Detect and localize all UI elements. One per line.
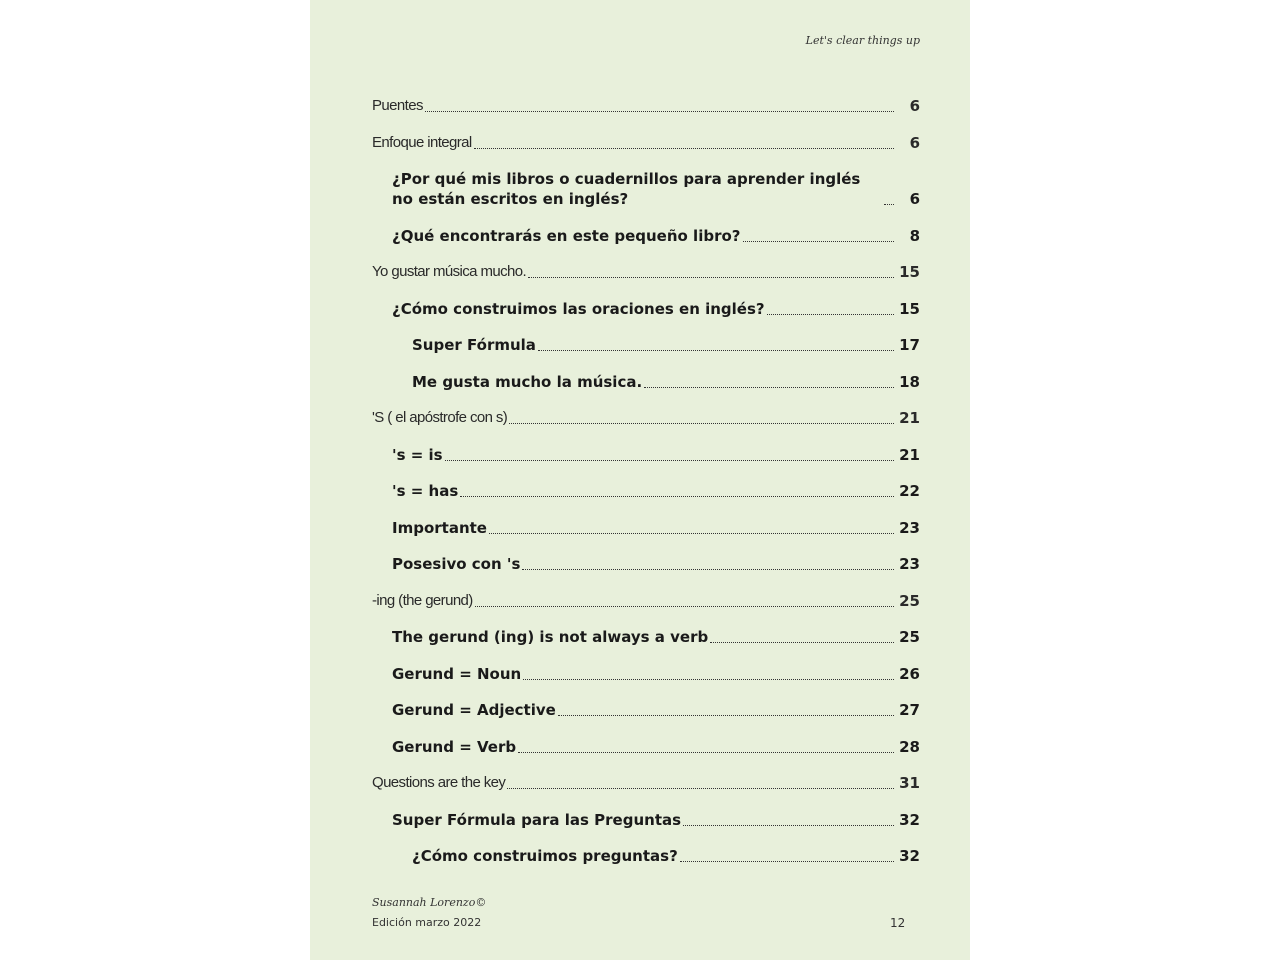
toc-entry[interactable] — [372, 408, 920, 428]
toc-entry-page: 31 — [899, 774, 920, 792]
toc-entry-page: 6 — [909, 97, 920, 115]
toc-entry-title: -ing (the gerund) — [372, 591, 473, 609]
toc-dot-leader — [518, 752, 894, 753]
document-page — [310, 0, 970, 960]
footer-author: Susannah Lorenzo© — [372, 896, 487, 909]
toc-entry[interactable] — [372, 664, 920, 684]
toc-entry-page: 25 — [899, 628, 920, 646]
toc-dot-leader — [683, 825, 894, 826]
toc-dot-leader — [767, 314, 894, 315]
toc-entry[interactable] — [372, 226, 920, 246]
toc-entry-page: 6 — [909, 133, 920, 152]
toc-dot-leader — [680, 861, 894, 862]
toc-entry-title: Gerund = Adjective — [392, 701, 556, 719]
toc-entry-page: 15 — [899, 263, 920, 281]
toc-entry-title: Yo gustar música mucho. — [372, 263, 527, 280]
toc-entry-page: 18 — [899, 372, 920, 391]
toc-entry-page: 17 — [899, 336, 920, 354]
toc-entry[interactable] — [372, 169, 920, 209]
toc-dot-leader — [489, 533, 894, 534]
toc-dot-leader — [884, 204, 894, 205]
toc-entry-page: 27 — [899, 701, 920, 719]
toc-dot-leader — [425, 111, 894, 112]
toc-entry-page: 23 — [899, 518, 920, 537]
toc-entry[interactable] — [372, 773, 920, 793]
toc-entry-title: ¿Cómo construimos preguntas? — [412, 847, 678, 865]
toc-entry[interactable] — [372, 518, 920, 538]
toc-dot-leader — [523, 679, 894, 680]
toc-entry-title: Super Fórmula — [412, 336, 536, 354]
toc-entry-title: Importante — [392, 518, 487, 537]
toc-entry[interactable] — [372, 335, 920, 355]
toc-entry[interactable] — [372, 133, 920, 153]
toc-entry[interactable] — [372, 481, 920, 501]
toc-entry-title: Gerund = Verb — [392, 737, 517, 756]
toc-entry-page: 25 — [899, 591, 920, 610]
toc-entry-title: The gerund (ing) is not always a verb — [392, 628, 709, 646]
toc-entry-page: 32 — [899, 810, 920, 829]
toc-dot-leader — [460, 496, 894, 497]
toc-entry-title: 'S ( el apóstrofe con s) — [372, 409, 508, 426]
toc-entry-title: 's = has — [392, 482, 459, 500]
table-of-contents — [372, 96, 920, 883]
toc-entry-title: Posesivo con 's — [392, 555, 521, 573]
toc-dot-leader — [475, 606, 894, 607]
toc-dot-leader — [528, 277, 894, 278]
footer-edition: Edición marzo 2022 — [372, 916, 482, 929]
toc-entry-title: Gerund = Noun — [392, 664, 522, 683]
toc-entry-page: 32 — [899, 847, 920, 865]
toc-dot-leader — [710, 642, 894, 643]
toc-entry-page: 15 — [899, 299, 920, 318]
toc-entry[interactable] — [372, 627, 920, 647]
toc-entry[interactable] — [372, 846, 920, 866]
toc-dot-leader — [743, 241, 895, 242]
toc-dot-leader — [507, 788, 894, 789]
toc-dot-leader — [474, 148, 894, 149]
toc-entry[interactable] — [372, 700, 920, 720]
toc-entry[interactable] — [372, 737, 920, 757]
toc-dot-leader — [522, 569, 894, 570]
footer-page-number: 12 — [890, 916, 906, 930]
toc-dot-leader — [558, 715, 894, 716]
toc-entry-title: Questions are the key — [372, 774, 506, 791]
toc-dot-leader — [644, 387, 894, 388]
toc-entry[interactable] — [372, 445, 920, 465]
toc-entry[interactable] — [372, 262, 920, 282]
toc-entry[interactable] — [372, 96, 920, 116]
toc-entry-page: 28 — [899, 737, 920, 756]
toc-entry-title: 's = is — [392, 445, 443, 464]
toc-entry-page: 8 — [909, 226, 920, 245]
toc-entry[interactable] — [372, 372, 920, 392]
toc-entry-page: 22 — [899, 482, 920, 500]
toc-entry[interactable] — [372, 299, 920, 319]
toc-entry[interactable] — [372, 591, 920, 611]
toc-entry-page: 6 — [909, 190, 920, 208]
toc-entry-page: 26 — [899, 664, 920, 683]
toc-entry[interactable] — [372, 554, 920, 574]
toc-entry-title: Super Fórmula para las Preguntas — [392, 810, 682, 829]
toc-dot-leader — [445, 460, 894, 461]
toc-entry-page: 21 — [899, 409, 920, 427]
toc-entry-page: 21 — [899, 445, 920, 464]
toc-dot-leader — [509, 423, 894, 424]
toc-entry-title: Me gusta mucho la música. — [412, 372, 643, 391]
running-header: Let's clear things up — [805, 34, 920, 47]
toc-entry[interactable] — [372, 810, 920, 830]
toc-entry-title: Puentes — [372, 97, 423, 114]
toc-entry-title: ¿Cómo construimos las oraciones en inglés? — [392, 299, 765, 318]
toc-entry-page: 23 — [899, 555, 920, 573]
toc-entry-title: Enfoque integral — [372, 133, 472, 151]
toc-entry-title: ¿Por qué mis libros o cuadernillos para aprender inglés no están escritos en inglés? — [392, 170, 861, 208]
toc-dot-leader — [538, 350, 894, 351]
toc-entry-title: ¿Qué encontrarás en este pequeño libro? — [392, 226, 741, 245]
